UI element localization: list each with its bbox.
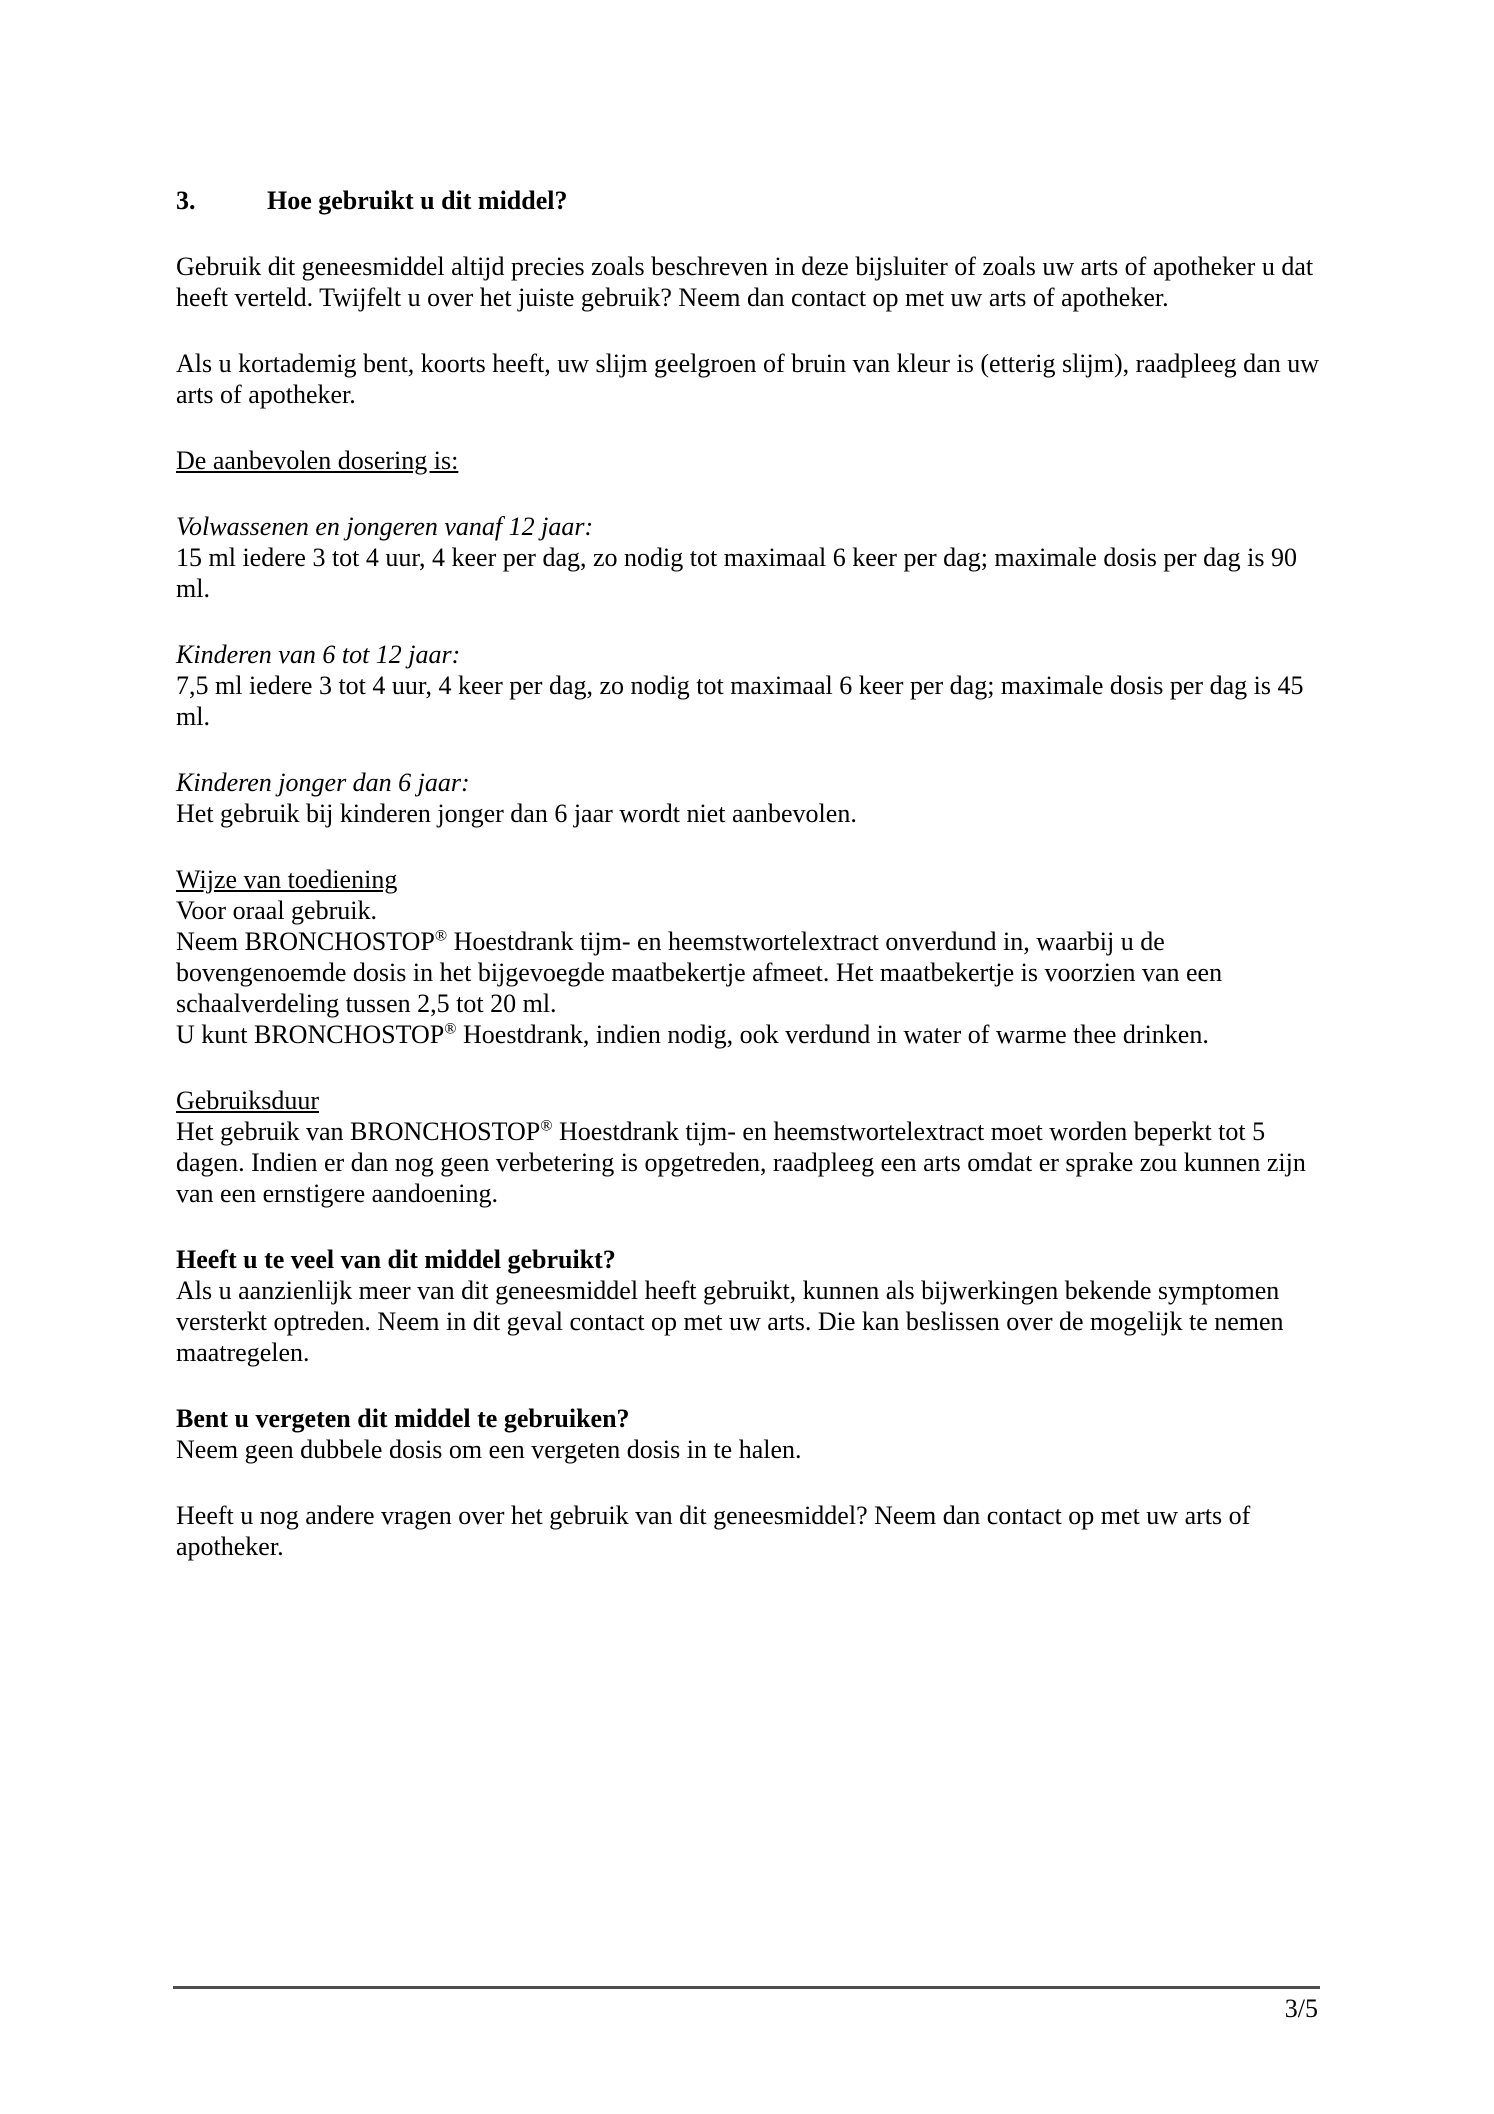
overdose-section <box>176 1244 1321 1368</box>
dosage-label-adults: Volwassenen en jongeren vanaf 12 jaar: <box>176 512 594 541</box>
dosage-text-adults: 15 ml iedere 3 tot 4 uur, 4 keer per dag, zo nodig tot maximaal 6 keer per dag; maximale dosis per dag is 90 ml. <box>176 543 1297 603</box>
dosage-group-children-under-6 <box>176 767 1321 829</box>
section-number: 3. <box>176 186 196 215</box>
brand-name: BRONCHOSTOP <box>254 1020 445 1049</box>
administration-heading: Wijze van toediening <box>176 865 398 894</box>
overdose-heading: Heeft u te veel van dit middel gebruikt? <box>176 1245 616 1274</box>
dosage-label-children-under-6: Kinderen jonger dan 6 jaar: <box>176 768 470 797</box>
duration-section <box>176 1085 1321 1209</box>
paragraph-warning: Als u kortademig bent, koorts heeft, uw slijm geelgroen of bruin van kleur is (etterig slijm), raadpleeg dan uw arts of apotheker. <box>176 349 1319 409</box>
paragraph-intro: Gebruik dit geneesmiddel altijd precies zoals beschreven in deze bijsluiter of zoals uw arts of apotheker u dat heeft verteld. Twijfelt u over het juiste gebruik? Neem dan contact op met uw arts of apotheker. <box>176 252 1314 312</box>
section-heading <box>176 185 1321 216</box>
missed-dose-section <box>176 1403 1321 1465</box>
dosage-group-adults <box>176 511 1321 604</box>
dosage-heading: De aanbevolen dosering is: <box>176 446 459 475</box>
page-content <box>176 185 1321 1597</box>
missed-dose-heading: Bent u vergeten dit middel te gebruiken? <box>176 1404 630 1433</box>
brand-name: BRONCHOSTOP <box>244 927 435 956</box>
dosage-text-children-6-12: 7,5 ml iedere 3 tot 4 uur, 4 keer per dag, zo nodig tot maximaal 6 keer per dag; maximale dosis per dag is 45 ml. <box>176 671 1304 731</box>
brand-name: BRONCHOSTOP <box>350 1117 541 1146</box>
page-number: 3/5 <box>1284 1994 1318 2023</box>
missed-dose-text: Neem geen dubbele dosis om een vergeten dosis in te halen. <box>176 1435 802 1464</box>
overdose-text: Als u aanzienlijk meer van dit geneesmiddel heeft gebruikt, kunnen als bijwerkingen bekende symptomen versterkt optreden. Neem in dit geval contact op met uw arts. Die kan beslissen over de mogelijk te nemen maatregelen. <box>176 1276 1284 1367</box>
footer-divider <box>173 1986 1320 1989</box>
dosage-label-children-6-12: Kinderen van 6 tot 12 jaar: <box>176 640 461 669</box>
administration-diluted: U kunt BRONCHOSTOP® Hoestdrank, indien nodig, ook verdund in water of warme thee drinken. <box>176 1020 1209 1049</box>
registered-trademark-icon: ® <box>444 1020 457 1038</box>
administration-oral: Voor oraal gebruik. <box>176 896 377 925</box>
duration-heading: Gebruiksduur <box>176 1086 319 1115</box>
administration-undiluted: Neem BRONCHOSTOP® Hoestdrank tijm- en heemstwortelextract onverdund in, waarbij u de bovengenoemde dosis in het bijgevoegde maatbekertje afmeet. Het maatbekertje is voorzien van een schaalverdeling tussen 2,5 tot 20 ml. <box>176 927 1223 1018</box>
closing-paragraph: Heeft u nog andere vragen over het gebruik van dit geneesmiddel? Neem dan contact op met uw arts of apotheker. <box>176 1501 1251 1561</box>
dosage-text-children-under-6: Het gebruik bij kinderen jonger dan 6 jaar wordt niet aanbevolen. <box>176 799 857 828</box>
registered-trademark-icon: ® <box>434 927 448 945</box>
section-title: Hoe gebruikt u dit middel? <box>267 186 568 215</box>
registered-trademark-icon: ® <box>540 1117 553 1135</box>
duration-text: Het gebruik van BRONCHOSTOP® Hoestdrank tijm- en heemstwortelextract moet worden beperkt tot 5 dagen. Indien er dan nog geen verbetering is opgetreden, raadpleeg een arts omdat er sprake zou kunnen zijn van een ernstigere aandoening. <box>176 1117 1306 1208</box>
dosage-group-children-6-12 <box>176 639 1321 732</box>
administration-section <box>176 864 1321 1050</box>
